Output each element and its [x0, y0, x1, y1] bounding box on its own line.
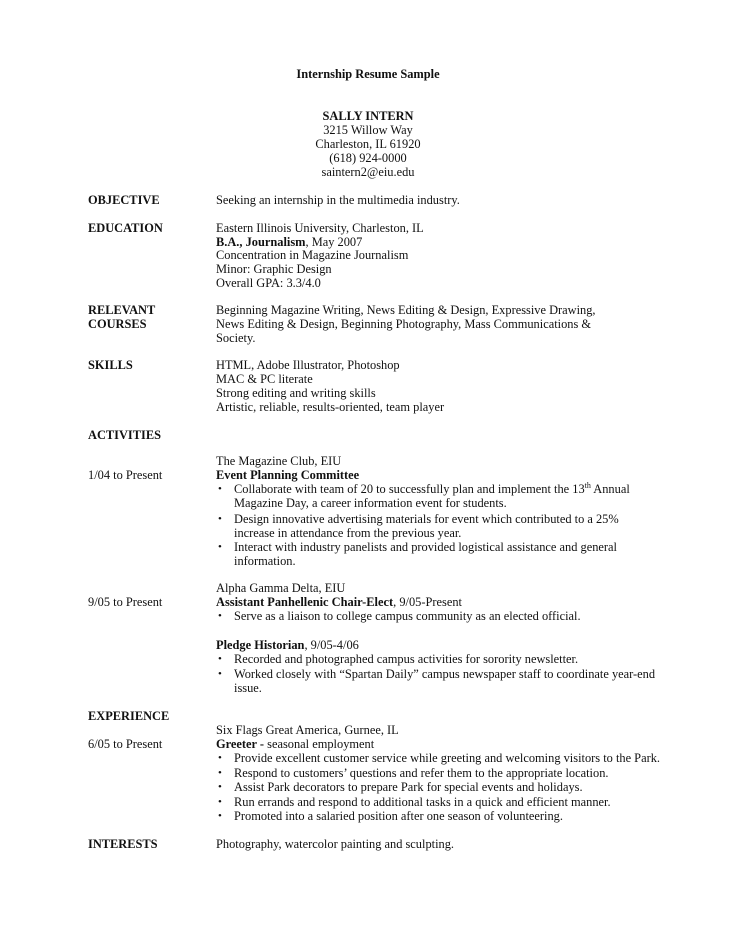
- education-heading: EDUCATION: [88, 221, 163, 235]
- objective-text: Seeking an internship in the multimedia industry.: [216, 193, 460, 207]
- activity-role-line: [216, 638, 359, 652]
- activity-bullet-text: Design innovative advertising materials for event which contributed to a 25%: [234, 512, 619, 526]
- experience-bullet-text: Run errands and respond to additional tasks in a quick and efficient manner.: [234, 795, 611, 809]
- interests-heading: INTERESTS: [88, 837, 158, 851]
- bullet-icon: •: [218, 668, 222, 680]
- ordinal-suffix: th: [584, 481, 591, 490]
- address-line: 3215 Willow Way: [323, 123, 413, 137]
- experience-date: 6/05 to Present: [88, 737, 163, 751]
- education-degree-line: [216, 235, 362, 249]
- bullet-icon: •: [218, 810, 222, 822]
- activity-bullet-text: increase in attendance from the previous year.: [234, 526, 462, 540]
- activity-org-name: Alpha Gamma Delta, EIU: [216, 581, 346, 595]
- skills-line: Artistic, reliable, results-oriented, team player: [216, 400, 445, 414]
- activity-bullet-text: Worked closely with “Spartan Daily” campus newspaper staff to coordinate year-end: [234, 667, 656, 681]
- courses-line: Society.: [216, 331, 256, 345]
- skills-line: HTML, Adobe Illustrator, Photoshop: [216, 358, 400, 372]
- experience-heading: EXPERIENCE: [88, 709, 170, 723]
- skills-heading: SKILLS: [88, 358, 133, 372]
- bullet-icon: •: [218, 796, 222, 808]
- skills-line: Strong editing and writing skills: [216, 386, 376, 400]
- activity-bullet-text: Recorded and photographed campus activities for sorority newsletter.: [234, 652, 579, 666]
- courses-line: Beginning Magazine Writing, News Editing & Design, Expressive Drawing,: [216, 303, 596, 317]
- activity-bullet-text: Magazine Day, a career information event for students.: [234, 496, 507, 510]
- courses-line: News Editing & Design, Beginning Photography, Mass Communications &: [216, 317, 592, 331]
- education-gpa: Overall GPA: 3.3/4.0: [216, 276, 321, 290]
- activity-role-date: , 9/05-4/06: [304, 638, 359, 652]
- experience-company: Six Flags Great America, Gurnee, IL: [216, 723, 399, 737]
- phone-line: (618) 924-0000: [329, 151, 407, 165]
- experience-bullet-text: Provide excellent customer service while greeting and welcoming visitors to the Park.: [234, 751, 660, 765]
- activity-bullet-text: issue.: [234, 681, 262, 695]
- interests-text: Photography, watercolor painting and sculpting.: [216, 837, 455, 851]
- applicant-name: SALLY INTERN: [322, 109, 414, 123]
- education-minor: Minor: Graphic Design: [216, 262, 332, 276]
- city-line: Charleston, IL 61920: [315, 137, 421, 151]
- experience-bullet-text: Assist Park decorators to prepare Park for special events and holidays.: [234, 780, 583, 794]
- bullet-icon: •: [218, 781, 222, 793]
- activities-heading: ACTIVITIES: [88, 428, 161, 442]
- bullet-icon: •: [218, 513, 222, 525]
- education-degree-date: , May 2007: [305, 235, 363, 249]
- objective-heading: OBJECTIVE: [88, 193, 160, 207]
- education-degree: B.A., Journalism: [216, 235, 306, 249]
- email-line: saintern2@eiu.edu: [321, 165, 415, 179]
- education-concentration: Concentration in Magazine Journalism: [216, 248, 409, 262]
- courses-heading-2: COURSES: [88, 317, 147, 331]
- activity-bullet-text: Serve as a liaison to college campus community as an elected official.: [234, 609, 581, 623]
- bullet-text-part: Collaborate with team of 20 to successfully plan and implement the 13: [234, 482, 585, 496]
- bullet-icon: •: [218, 610, 222, 622]
- activity-role: Assistant Panhellenic Chair-Elect: [216, 595, 394, 609]
- experience-role-line: [216, 737, 374, 751]
- activity-role-line: [216, 595, 462, 609]
- experience-role: Greeter -: [216, 737, 265, 751]
- bullet-icon: •: [218, 653, 222, 665]
- skills-line: MAC & PC literate: [216, 372, 313, 386]
- experience-bullet-text: Promoted into a salaried position after one season of volunteering.: [234, 809, 563, 823]
- experience-bullet-text: Respond to customers’ questions and refer them to the appropriate location.: [234, 766, 609, 780]
- activity-org-name: The Magazine Club, EIU: [216, 454, 342, 468]
- activity-bullet-text: Interact with industry panelists and provided logistical assistance and general: [234, 540, 617, 554]
- bullet-icon: •: [218, 752, 222, 764]
- bullet-text-part: Annual: [590, 482, 630, 496]
- bullet-icon: •: [218, 483, 222, 495]
- activity-bullet-text: [234, 482, 630, 496]
- courses-heading-1: RELEVANT: [88, 303, 156, 317]
- activity-bullet-text: information.: [234, 554, 296, 568]
- activity-role-date: , 9/05-Present: [393, 595, 462, 609]
- bullet-icon: •: [218, 767, 222, 779]
- activity-date: 1/04 to Present: [88, 468, 163, 482]
- bullet-icon: •: [218, 541, 222, 553]
- activity-role: Event Planning Committee: [216, 468, 360, 482]
- experience-role-type: seasonal employment: [264, 737, 375, 751]
- education-school: Eastern Illinois University, Charleston, IL: [216, 221, 424, 235]
- activity-role: Pledge Historian: [216, 638, 305, 652]
- document-title: Internship Resume Sample: [296, 67, 440, 81]
- activity-date: 9/05 to Present: [88, 595, 163, 609]
